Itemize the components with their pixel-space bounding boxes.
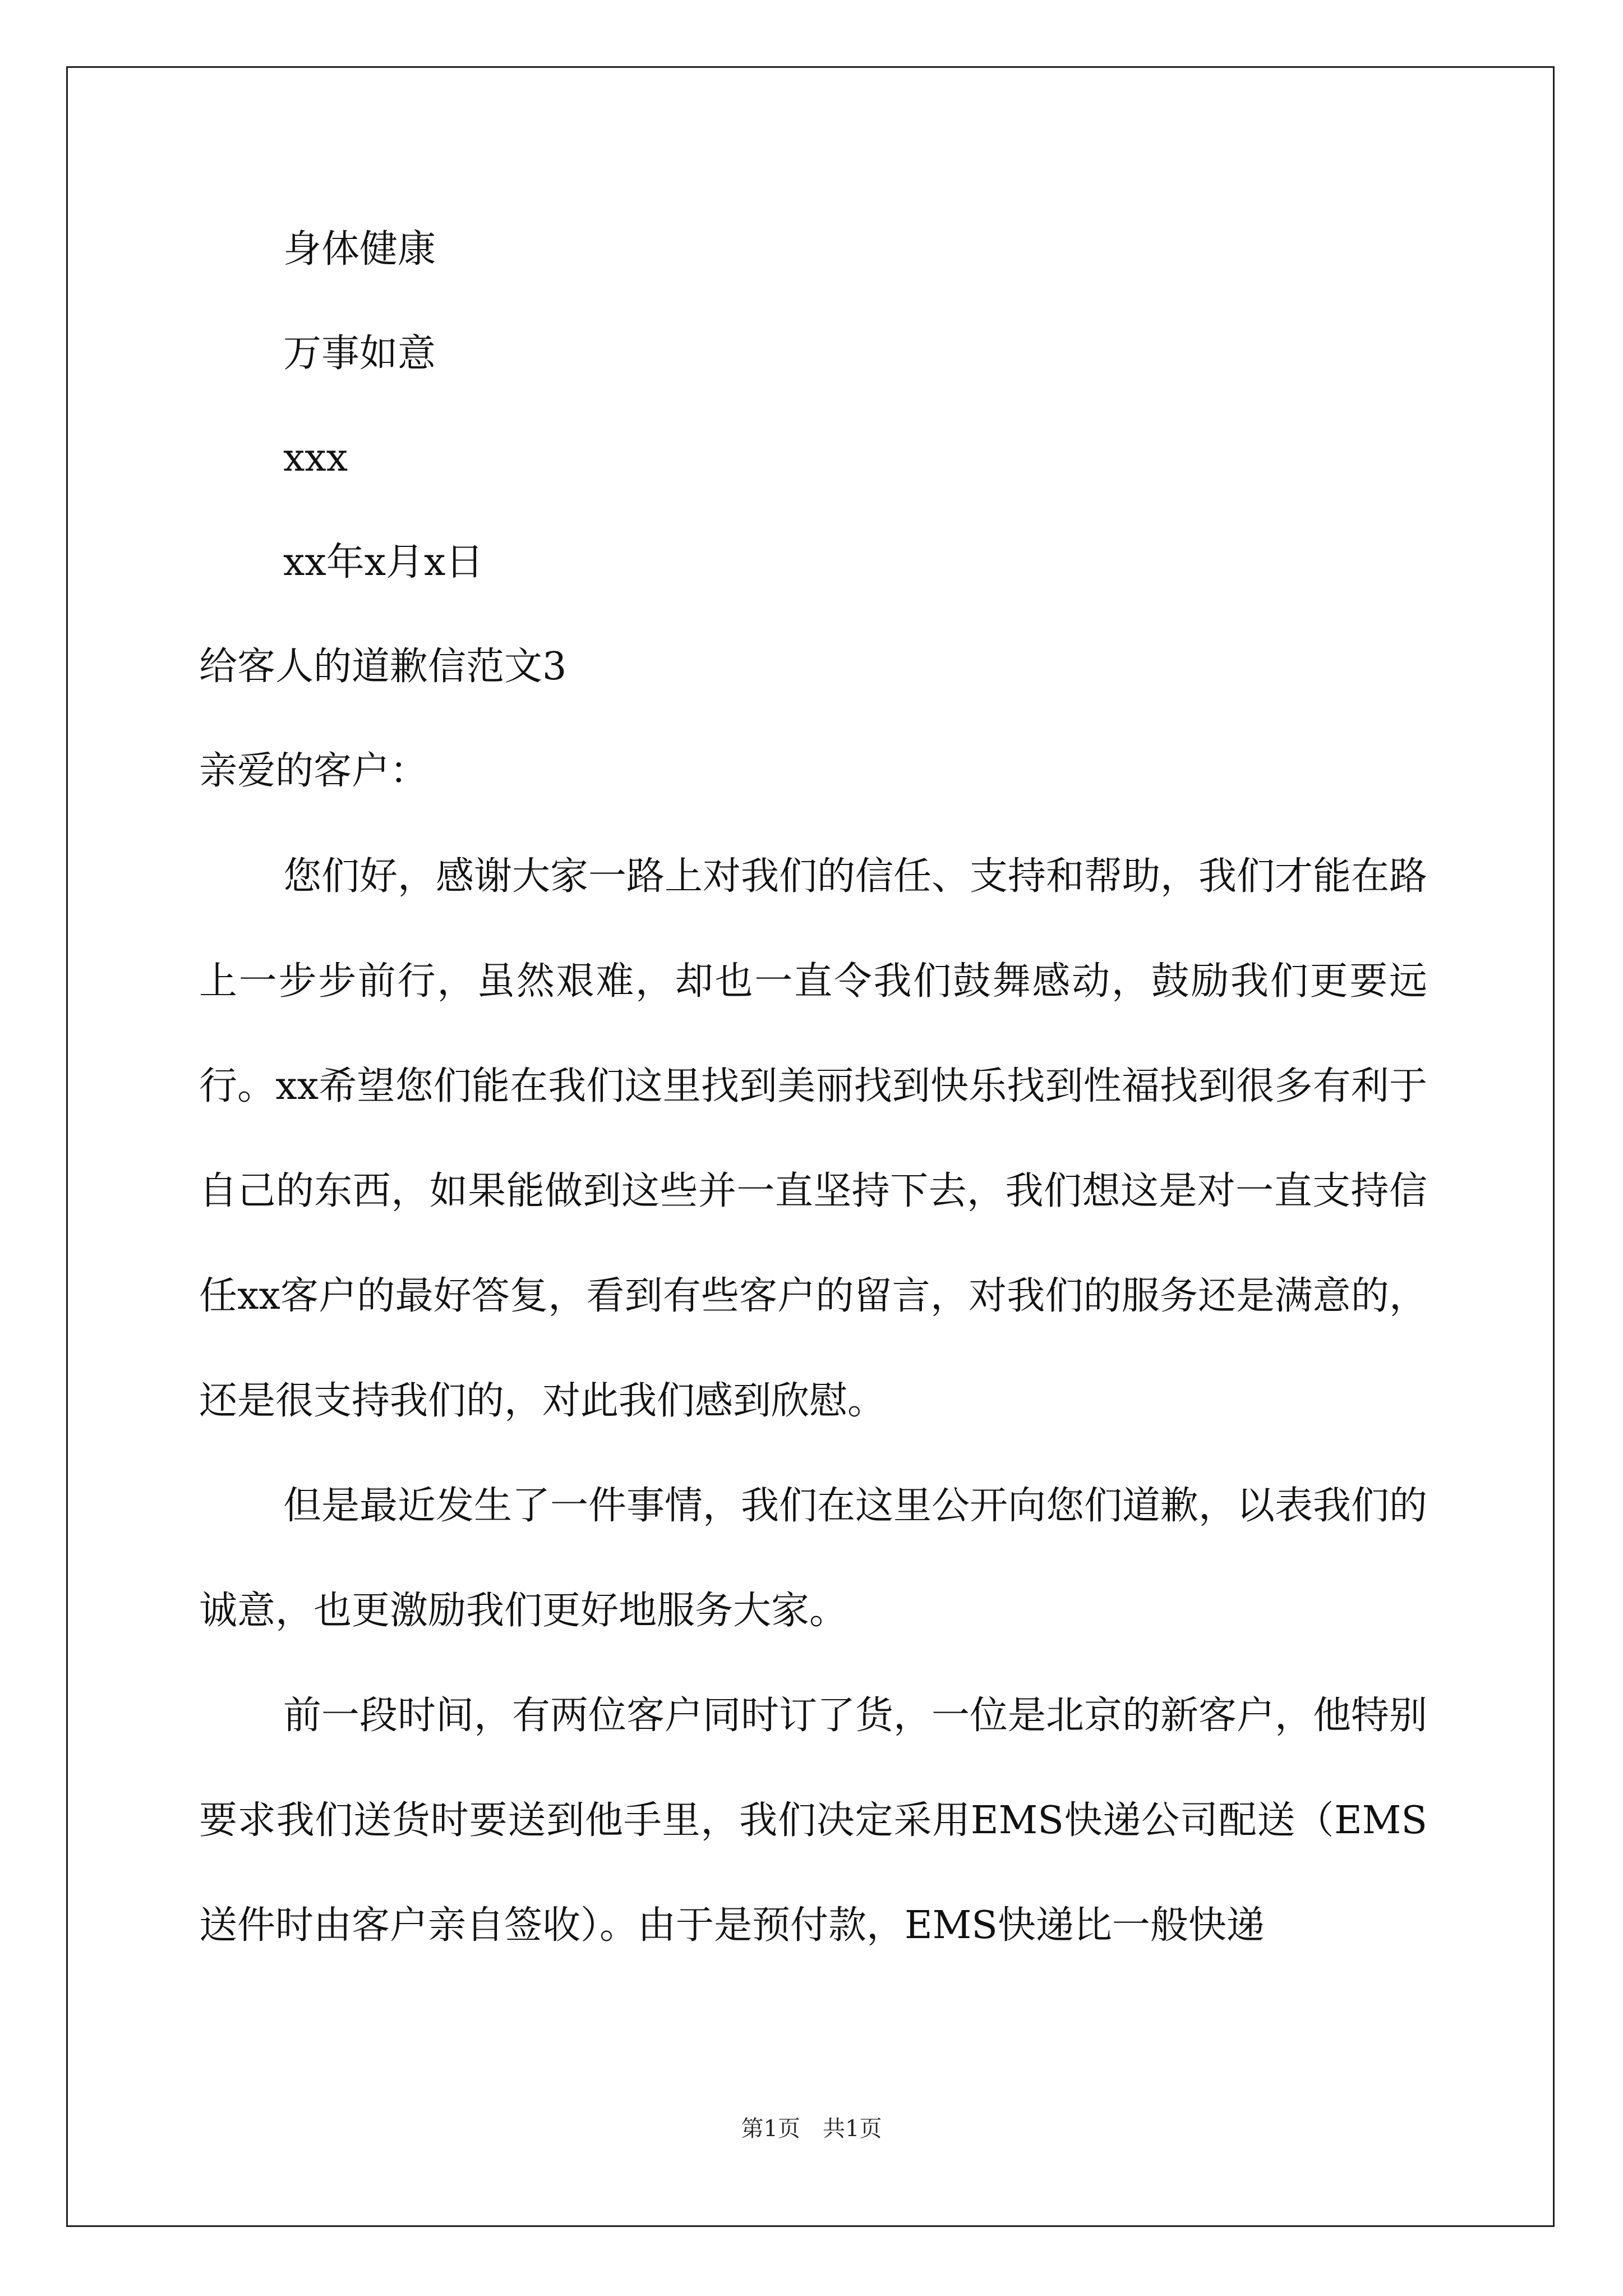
letter-closing [199, 198, 1427, 615]
closing-signature: xxx [283, 436, 348, 480]
closing-wish-health: 身体健康 [283, 227, 436, 272]
document-body [199, 198, 1427, 1978]
page-footer: 第1页 共1页 [741, 2116, 882, 2142]
paragraph-3: 前一段时间，有两位客户同时订了货，一位是北京的新客户，他特别要求我们送货时要送到他手里，我们决定采用EMS快递公司配送（EMS送件时由客户亲自签收）。由于是预付款，EMS快递比一般快递 [199, 1694, 1428, 1948]
closing-date: xx年x月x日 [283, 540, 484, 585]
paragraph-1: 您们好，感谢大家一路上对我们的信任、支持和帮助，我们才能在路上一步步前行，虽然艰难，却也一直令我们鼓舞感动，鼓励我们更要远行。xx希望您们能在我们这里找到美丽找到快乐找到性福找到很多有利于自己的东西，如果能做到这些并一直坚持下去，我们想这是对一直支持信任xx客户的最好答复，看到有些客户的留言，对我们的服务还是满意的，还是很支持我们的，对此我们感到欣慰。 [199, 854, 1428, 1423]
closing-wish-wellbeing: 万事如意 [283, 332, 436, 376]
salutation: 亲爱的客户： [199, 749, 428, 793]
section-title: 给客人的道歉信范文3 [199, 645, 567, 689]
section-heading [199, 615, 1427, 824]
paragraph-2: 但是最近发生了一件事情，我们在这里公开向您们道歉，以表我们的诚意，也更激励我们更好地服务大家。 [199, 1484, 1428, 1633]
